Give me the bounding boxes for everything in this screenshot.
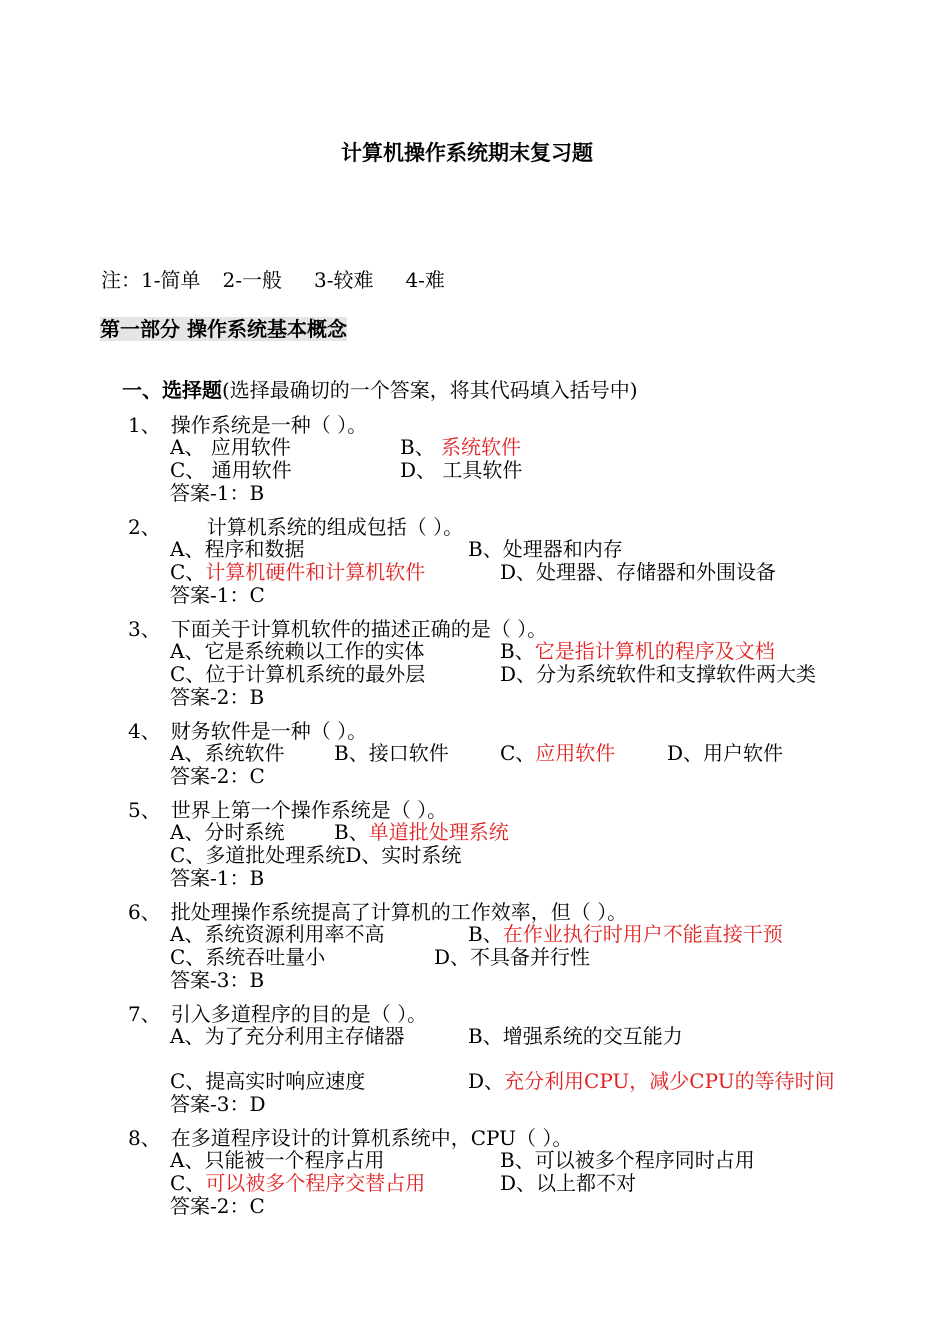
option-label: A、	[170, 1148, 205, 1172]
section-instruction: (选择最确切的一个答案，将其代码填入括号中)	[222, 378, 638, 402]
question-number: 2、	[128, 515, 161, 539]
q1-answer: 答案-1：B	[170, 481, 265, 505]
option-text: 系统软件	[204, 741, 285, 765]
option-text: 充分利用CPU，减少CPU的等待时间	[504, 1069, 835, 1093]
question-number: 6、	[128, 900, 161, 924]
q3-answer: 答案-2：B	[170, 685, 265, 709]
option-label: C、	[170, 843, 206, 867]
option-text: 多道批处理系统	[205, 843, 346, 867]
option-label: C、	[170, 945, 206, 969]
option-text: 分时系统	[204, 820, 285, 844]
option-label: A、	[170, 1024, 205, 1048]
q5-option-b	[334, 822, 509, 842]
q5-option-cd	[170, 845, 461, 865]
question-number: 4、	[128, 719, 161, 743]
q4-option-b	[334, 743, 449, 763]
option-label: B、	[400, 435, 435, 459]
question-7	[128, 1004, 427, 1024]
q1-option-c	[170, 460, 292, 480]
option-label: C、	[170, 1171, 206, 1195]
q6-option-a	[170, 924, 384, 944]
q6-option-d	[434, 947, 590, 967]
q1-option-a	[170, 437, 291, 457]
question-number: 3、	[128, 617, 161, 641]
option-text: 可以被多个程序交替占用	[205, 1171, 426, 1195]
q4-answer: 答案-2：C	[170, 764, 265, 788]
q4-option-c	[500, 743, 615, 763]
option-text: 系统资源利用率不高	[204, 922, 385, 946]
option-text: 可以被多个程序同时占用	[534, 1148, 755, 1172]
option-label: C、	[170, 662, 206, 686]
option-text: 实时系统	[381, 843, 462, 867]
note-level-2: 2-一般	[222, 268, 282, 292]
q3-option-a	[170, 641, 424, 661]
q7-option-c	[170, 1071, 365, 1091]
option-label: B、	[334, 741, 369, 765]
option-text: 应用软件	[535, 741, 616, 765]
option-text: 计算机硬件和计算机软件	[205, 560, 426, 584]
option-text: 只能被一个程序占用	[204, 1148, 385, 1172]
q6-option-b	[468, 924, 783, 944]
q8-answer: 答案-2：C	[170, 1194, 265, 1218]
q4-option-a	[170, 743, 284, 763]
part-heading: 第一部分 操作系统基本概念	[100, 317, 347, 341]
option-label: B、	[334, 820, 369, 844]
q6-answer: 答案-3：B	[170, 968, 265, 992]
option-text: 为了充分利用主存储器	[204, 1024, 405, 1048]
question-text: 批处理操作系统提高了计算机的工作效率，但（ ）。	[170, 900, 628, 924]
option-text: 通用软件	[205, 458, 292, 482]
q7-option-b	[468, 1026, 683, 1046]
option-text: 提高实时响应速度	[205, 1069, 366, 1093]
q6-option-c	[170, 947, 325, 967]
option-label: D、	[500, 560, 537, 584]
note-level-4: 4-难	[405, 268, 445, 292]
option-text: 它是指计算机的程序及文档	[534, 639, 775, 663]
option-label: B、	[468, 537, 503, 561]
option-text: 工具软件	[436, 458, 523, 482]
option-label: A、	[170, 820, 205, 844]
q8-option-d	[500, 1173, 636, 1193]
q8-option-c	[170, 1173, 425, 1193]
page-title: 计算机操作系统期末复习题	[341, 141, 593, 165]
option-label: A、	[170, 435, 205, 459]
option-label: D、	[500, 1171, 537, 1195]
option-text: 以上都不对	[536, 1171, 637, 1195]
q8-option-a	[170, 1150, 384, 1170]
q3-option-d	[500, 664, 816, 684]
question-text: 计算机系统的组成包括（ ）。	[206, 515, 464, 539]
q3-option-c	[170, 664, 425, 684]
option-text: 接口软件	[368, 741, 449, 765]
q5-answer: 答案-1：B	[170, 866, 265, 890]
q2-option-d	[500, 562, 776, 582]
option-text: 系统吞吐量小	[205, 945, 326, 969]
option-label: B、	[500, 1148, 535, 1172]
question-5	[128, 800, 447, 820]
q2-answer: 答案-1：C	[170, 583, 265, 607]
option-label: C、	[170, 560, 206, 584]
q4-option-d	[667, 743, 783, 763]
option-label: D、	[667, 741, 704, 765]
option-text: 分为系统软件和支撑软件两大类	[536, 662, 817, 686]
question-number: 8、	[128, 1126, 161, 1150]
option-text: 单道批处理系统	[368, 820, 509, 844]
option-label: C、	[170, 1069, 206, 1093]
question-text: 世界上第一个操作系统是（ ）。	[170, 798, 448, 822]
option-label: C、	[500, 741, 536, 765]
q3-option-b	[500, 641, 775, 661]
question-number: 7、	[128, 1002, 161, 1026]
question-4	[128, 721, 367, 741]
option-text: 它是系统赖以工作的实体	[204, 639, 425, 663]
option-label: D、	[468, 1069, 505, 1093]
option-label: D、	[400, 458, 437, 482]
option-text: 用户软件	[703, 741, 784, 765]
option-text: 处理器和内存	[502, 537, 623, 561]
option-text: 应用软件	[204, 435, 291, 459]
question-number: 1、	[128, 413, 161, 437]
option-label: D、	[345, 843, 382, 867]
option-label: A、	[170, 741, 205, 765]
q1-option-b	[400, 437, 521, 457]
question-2	[128, 517, 463, 537]
question-3	[128, 619, 547, 639]
q5-option-a	[170, 822, 284, 842]
question-text: 财务软件是一种（ ）。	[170, 719, 368, 743]
question-1	[128, 415, 367, 435]
note-level-1: 1-简单	[141, 268, 201, 292]
option-text: 程序和数据	[204, 537, 305, 561]
q2-option-a	[170, 539, 304, 559]
question-text: 下面关于计算机软件的描述正确的是（ ）。	[170, 617, 548, 641]
question-8	[128, 1128, 572, 1148]
q7-option-a	[170, 1026, 404, 1046]
question-text: 操作系统是一种（ ）。	[170, 413, 368, 437]
option-label: C、	[170, 458, 206, 482]
section-heading	[122, 380, 638, 400]
option-label: B、	[500, 639, 535, 663]
option-text: 增强系统的交互能力	[502, 1024, 683, 1048]
section-number: 一、	[122, 378, 162, 402]
option-label: D、	[500, 662, 537, 686]
option-label: A、	[170, 639, 205, 663]
option-text: 不具备并行性	[470, 945, 591, 969]
option-text: 在作业执行时用户不能直接干预	[502, 922, 783, 946]
q7-option-d	[468, 1071, 835, 1091]
q8-option-b	[500, 1150, 755, 1170]
q1-option-d	[400, 460, 522, 480]
option-text: 位于计算机系统的最外层	[205, 662, 426, 686]
note-level-3: 3-较难	[313, 268, 374, 292]
option-label: B、	[468, 1024, 503, 1048]
option-label: A、	[170, 537, 205, 561]
option-text: 处理器、存储器和外围设备	[536, 560, 777, 584]
q2-option-b	[468, 539, 623, 559]
option-label: B、	[468, 922, 503, 946]
question-6	[128, 902, 627, 922]
question-text: 引入多道程序的目的是（ ）。	[170, 1002, 428, 1026]
q2-option-c	[170, 562, 425, 582]
option-label: A、	[170, 922, 205, 946]
q7-answer: 答案-3：D	[170, 1092, 266, 1116]
section-title: 选择题	[162, 378, 222, 402]
option-label: D、	[434, 945, 471, 969]
question-text: 在多道程序设计的计算机系统中，CPU（ ）。	[170, 1126, 573, 1150]
option-text: 系统软件	[434, 435, 522, 459]
note-prefix: 注：	[101, 268, 141, 292]
question-number: 5、	[128, 798, 161, 822]
difficulty-note	[101, 270, 445, 290]
